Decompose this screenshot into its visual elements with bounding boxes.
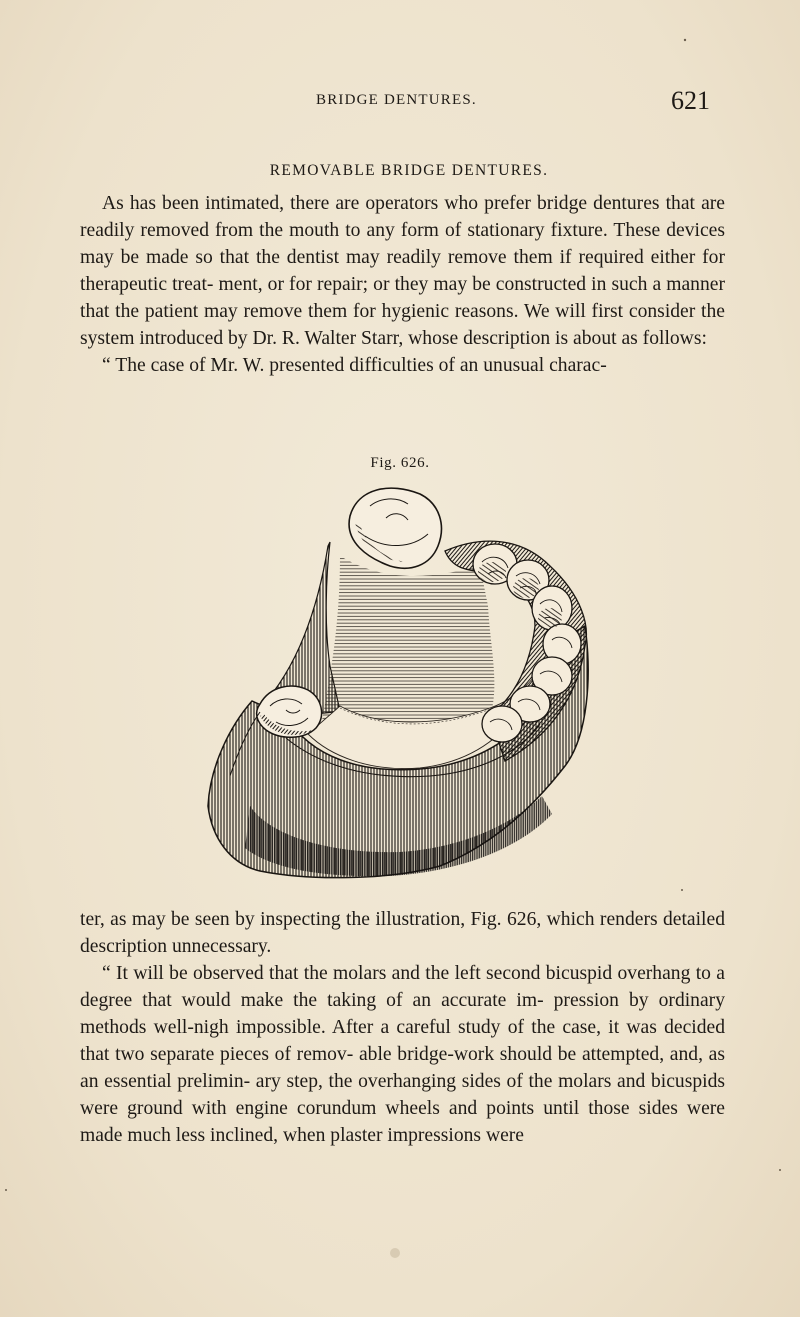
running-title: BRIDGE DENTURES. [316,92,477,108]
continuing-text [80,906,725,1149]
figure-626-illustration [190,476,610,886]
quote-continuation: ter, as may be seen by inspecting the illustration, Fig. 626, which renders detailed description unnecessary. [80,909,725,957]
figure-caption: Fig. 626. [370,455,430,471]
opening-text [80,190,725,379]
section-heading: REMOVABLE BRIDGE DENTURES. [269,162,549,179]
running-head [80,86,710,116]
dental-cast-engraving [190,476,610,886]
paragraph-observation: “ It will be observed that the molars and the left second bicuspid overhang to a degree that would make the taking of an accurate im- pression by ordinary methods well-nigh impossible. After a careful study of the case, it was decided that two separate pieces of remov- able bridge-work should be attempted, and, as an essential prelimin- ary step, the overhanging sides of the molars and bicuspids were ground with engine corundum wheels and points until those sides were made much less inclined, when plaster impressions were [80,963,725,1146]
page-number: 621 [671,86,710,115]
left-molar [257,686,322,737]
paragraph-intro: As has been intimated, there are operators who prefer bridge dentures that are readily removed from the mouth to any form of stationary fixture. These devices may be made so that the dentist may readily remove them if required either for therapeutic treat- ment, or for repair; or they may be constructed in such a manner that the patient may remove them for hygienic reasons. We will first consider the system introduced by Dr. R. Walter Starr, whose description is about as follows: [80,193,725,349]
quote-start: “ The case of Mr. W. presented difficulties of an unusual charac- [102,355,607,376]
incisor-tooth [349,488,441,568]
